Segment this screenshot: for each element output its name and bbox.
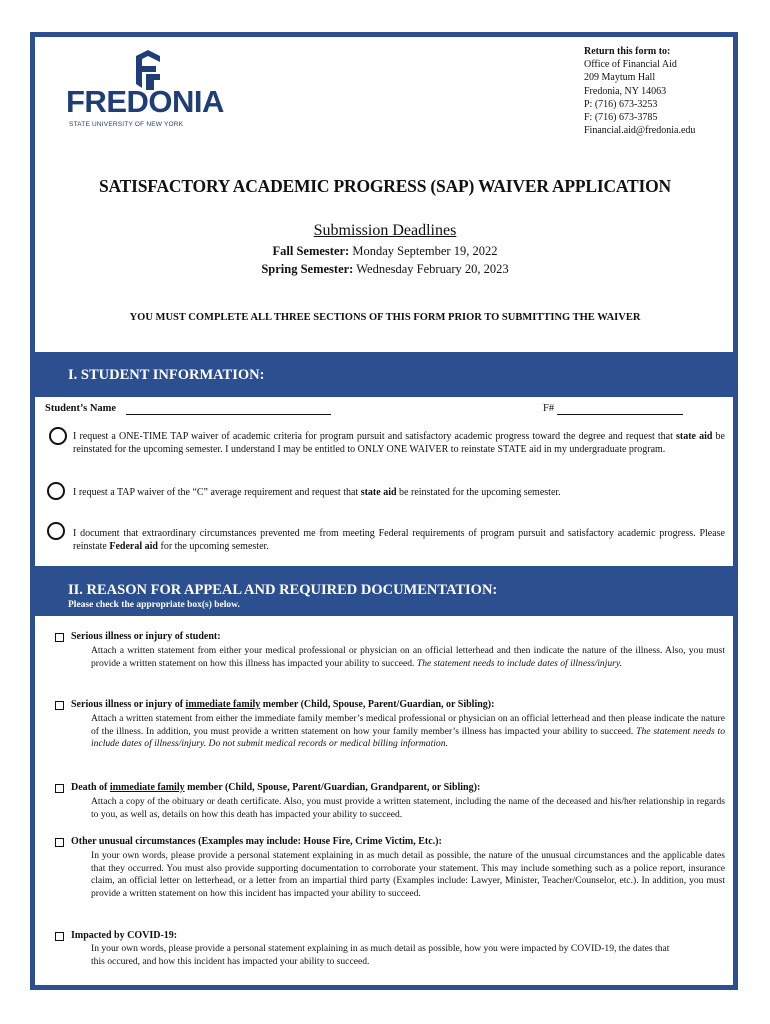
reason-checkbox[interactable] xyxy=(55,784,64,793)
reason-description: Attach a written statement from either your medical professional or physician on an official letterhead and then indicate the nature of the illness. Also, you must provide a written statement on how this illness has impacted your ability to succeed. The statement needs to include dates of illness/injury. xyxy=(91,645,725,669)
waiver-option-radio[interactable] xyxy=(47,482,65,500)
deadlines-heading: Submission Deadlines xyxy=(313,222,457,239)
section-2-header xyxy=(35,566,733,616)
waiver-option-radio[interactable] xyxy=(49,427,67,445)
return-heading: Return this form to: xyxy=(584,46,671,57)
return-line: Office of Financial Aid xyxy=(584,59,677,71)
section-1-title: I. STUDENT INFORMATION: xyxy=(68,367,265,383)
waiver-option-text: I request a ONE-TIME TAP waiver of academic criteria for program pursuit and satisfactory academic progress toward the degree and request that state aid be reinstated for the upcoming semester. I understand I may be entitled to ONLY ONE WAIVER to reinstate STATE aid in my undergraduate program. xyxy=(73,431,725,455)
waiver-option-radio[interactable] xyxy=(47,522,65,540)
page-title: SATISFACTORY ACADEMIC PROGRESS (SAP) WAIVER APPLICATION xyxy=(99,176,671,196)
student-name-field[interactable] xyxy=(126,414,331,415)
reason-heading: Serious illness or injury of student: xyxy=(71,631,221,642)
return-line: F: (716) 673-3785 xyxy=(584,112,658,124)
section-2-title: II. REASON FOR APPEAL AND REQUIRED DOCUMENTATION: xyxy=(68,582,498,598)
logo-wordmark: FREDONIA xyxy=(66,84,224,119)
reason-description: Attach a copy of the obituary or death certificate. Also, you must provide a written statement, including the name of the deceased and his/her relationship in regards to you, as well as, details on how this death has impacted your ability to succeed. xyxy=(91,796,725,820)
reason-heading: Serious illness or injury of immediate family member (Child, Spouse, Parent/Guardian, or Sibling): xyxy=(71,699,495,710)
waiver-option-text: I request a TAP waiver of the “C” average requirement and request that state aid be reinstated for the upcoming semester. xyxy=(73,487,561,498)
section-2-subtitle: Please check the appropriate box(s) below. xyxy=(68,600,240,610)
return-line: Fredonia, NY 14063 xyxy=(584,85,667,97)
return-line[interactable]: Financial.aid@fredonia.edu xyxy=(584,125,696,137)
logo-subtitle: STATE UNIVERSITY OF NEW YORK xyxy=(69,121,184,128)
reason-checkbox[interactable] xyxy=(55,932,64,941)
waiver-option-text: I document that extraordinary circumstances prevented me from meeting Federal requirements of program pursuit and satisfactory academic progress. Please reinstate Federal aid for the upcoming semester. xyxy=(73,528,725,552)
return-line: P: (716) 673-3253 xyxy=(584,98,658,110)
student-name-label: Student’s Name xyxy=(45,403,117,414)
student-id-label: F# xyxy=(543,403,555,414)
reason-description: Attach a written statement from either the immediate family member’s medical professional or physician on an official letterhead and then please indicate the nature of the illness. In addition, you must provide a written statement on how your family member’s illness has impacted your ability to succeed. The statement needs to include dates of illness/injury. Do not submit medical records or medical billing information. xyxy=(91,713,725,750)
return-line: 209 Maytum Hall xyxy=(584,72,656,84)
reason-heading: Other unusual circumstances (Examples may include: House Fire, Crime Victim, Etc.): xyxy=(71,836,442,847)
reason-heading: Impacted by COVID-19: xyxy=(71,930,178,941)
student-id-field[interactable] xyxy=(557,414,683,415)
return-address xyxy=(584,45,695,137)
fall-deadline: Fall Semester: Monday September 19, 2022 xyxy=(272,244,498,258)
section-1-header xyxy=(35,352,733,397)
reason-checkbox[interactable] xyxy=(55,838,64,847)
spring-deadline: Spring Semester: Wednesday February 20, 2023 xyxy=(261,262,509,276)
reason-heading: Death of immediate family member (Child, Spouse, Parent/Guardian, Grandparent, or Sibling): xyxy=(71,782,481,793)
reason-description: In your own words, please provide a personal statement explaining in as much detail as possible, how you were impacted by COVID-19, the dates that this occured, and how this incident has impacted your ability to succeed. xyxy=(91,943,670,967)
reason-description: In your own words, please provide a personal statement explaining in as much detail as possible, the nature of the unusual circumstances and the applicable dates that they occurred. You must also provide supporting documentation to corroborate your statement. This may include something such as a police report, insurance claim, an official letter on letterhead, or a letter from an impartial third party (Examples include: Lawyer, Minister, Teacher/Counselor, etc.). In addition, you must provide a written statement on how this incident has impacted your ability to succeed. xyxy=(91,850,725,899)
fredonia-logo xyxy=(66,50,226,136)
reason-checkbox[interactable] xyxy=(55,633,64,642)
completion-notice: YOU MUST COMPLETE ALL THREE SECTIONS OF THIS FORM PRIOR TO SUBMITTING THE WAIVER xyxy=(129,312,641,323)
reason-checkbox[interactable] xyxy=(55,701,64,710)
